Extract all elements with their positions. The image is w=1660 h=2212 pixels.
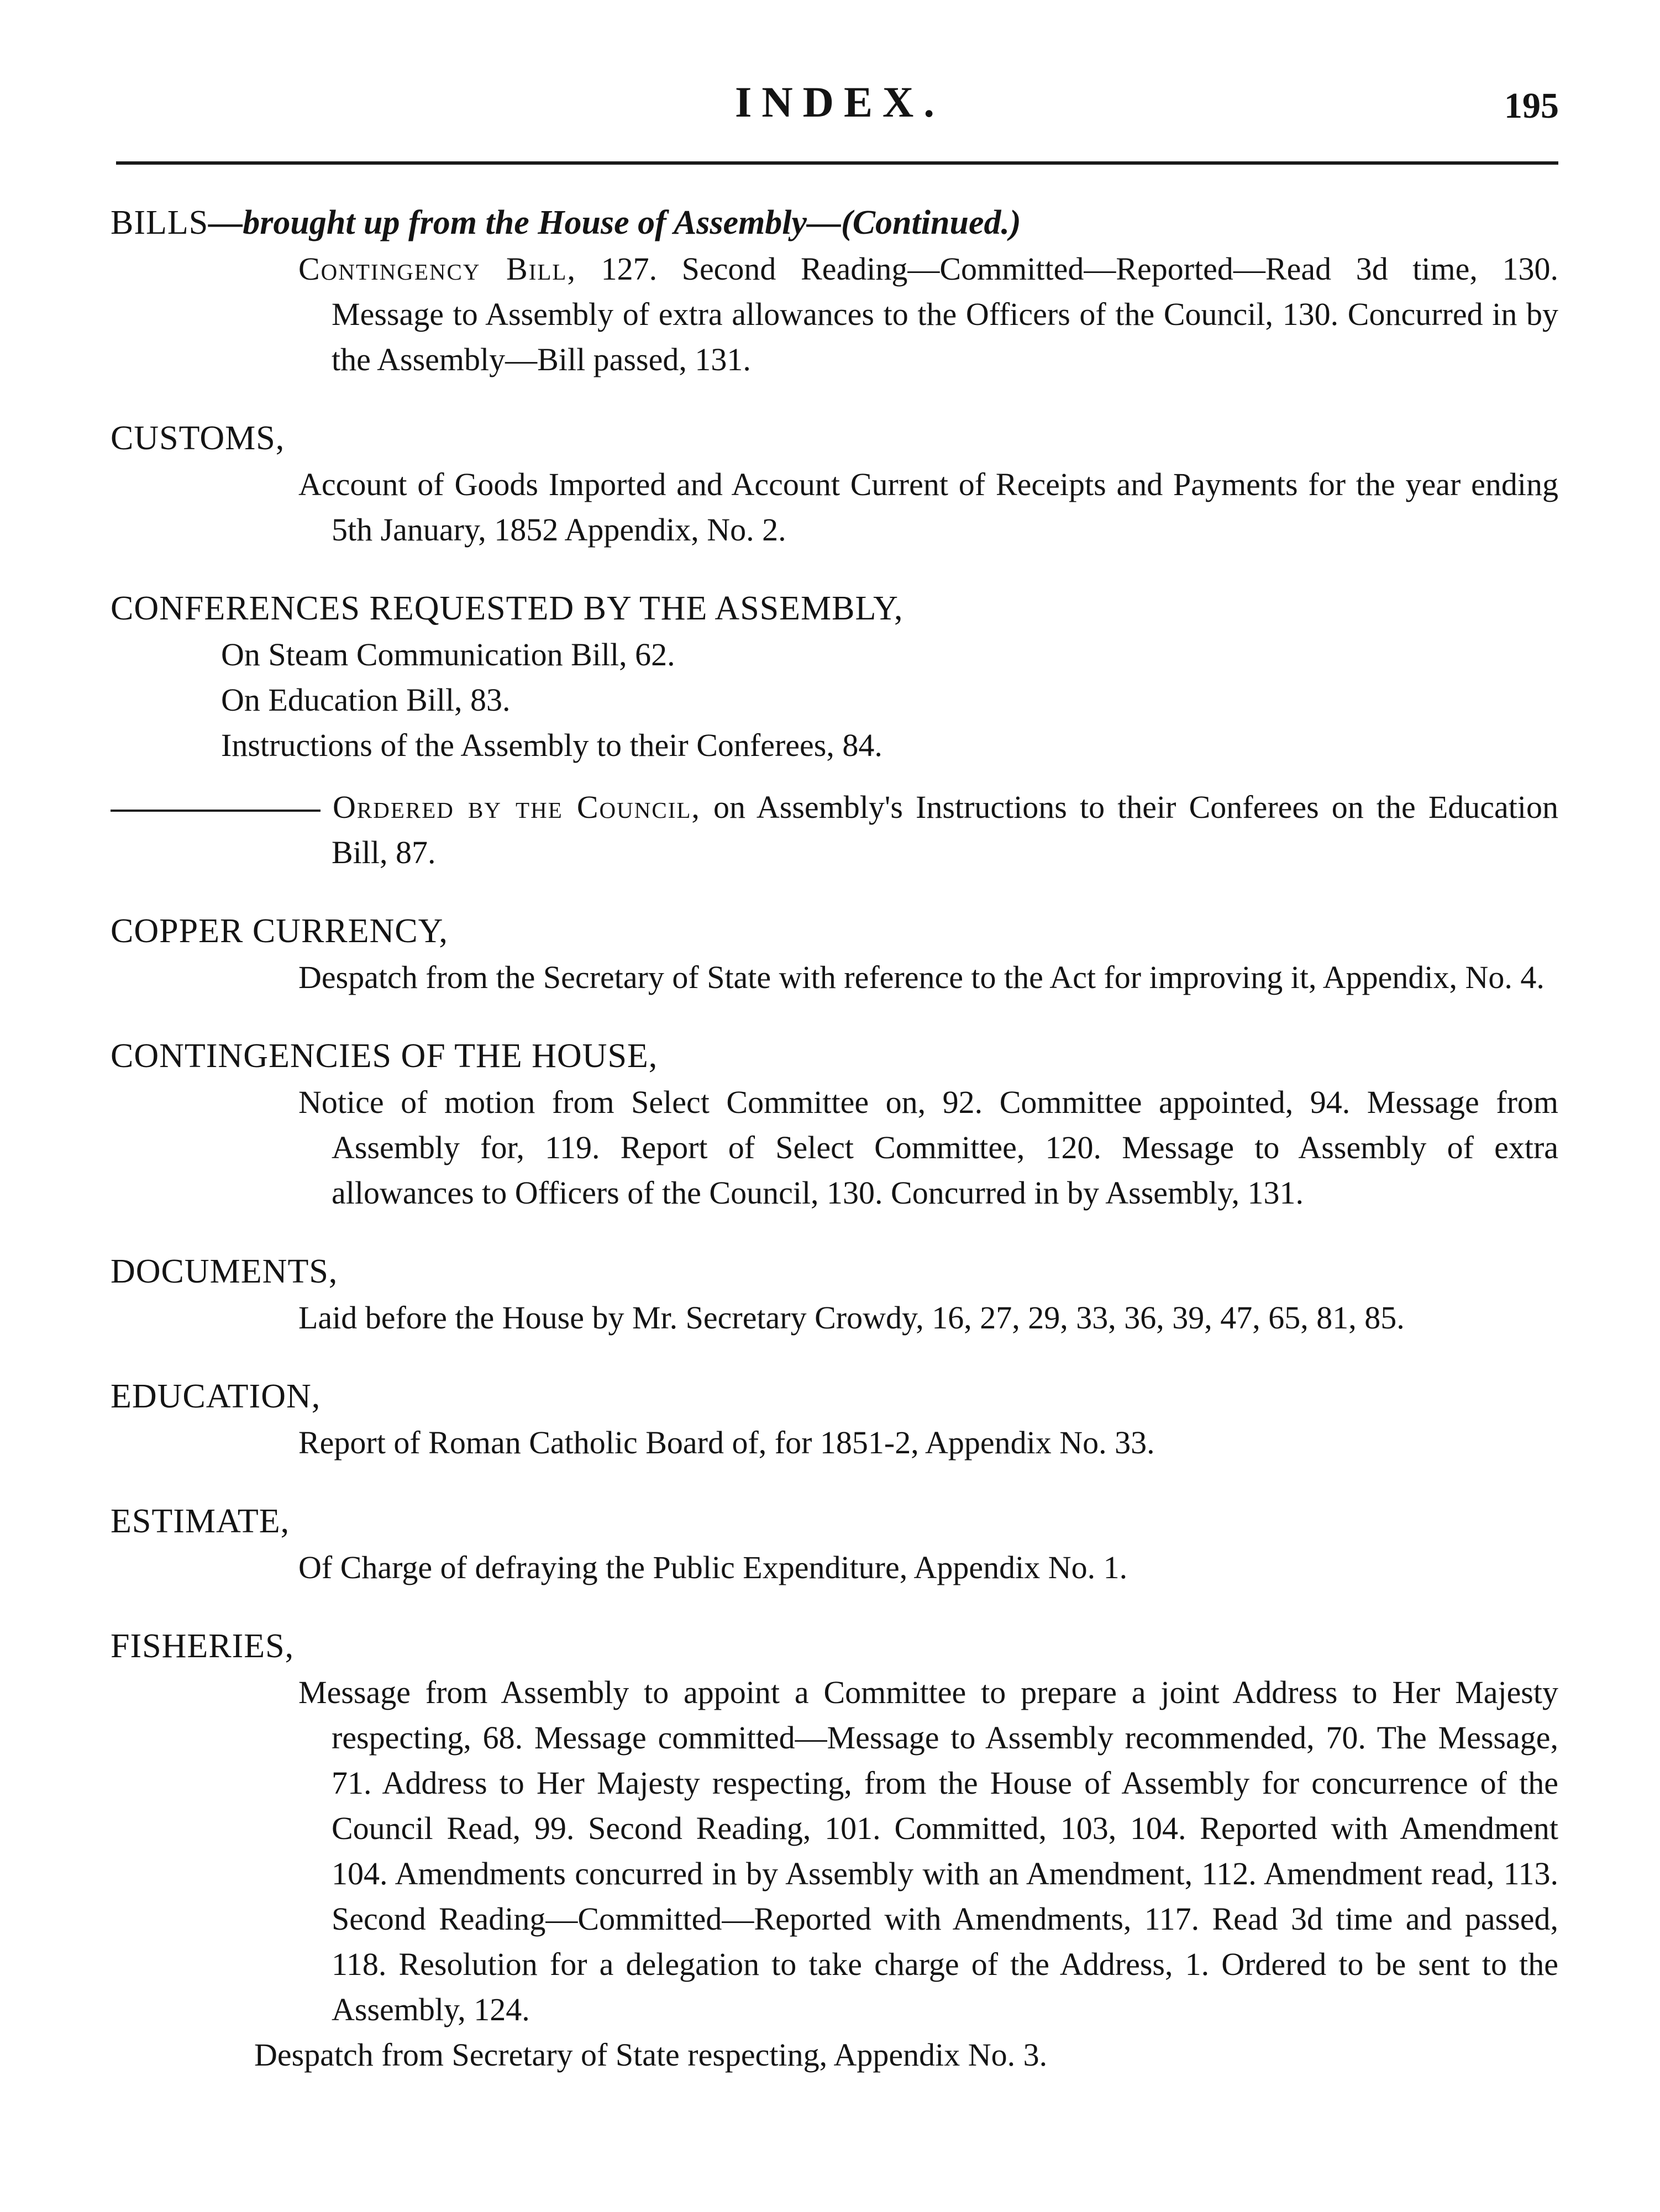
index-entry-customs [111, 414, 1558, 553]
index-entry-conferences [111, 585, 1558, 875]
entry-line: On Education Bill, 83. [221, 682, 511, 718]
index-entry-copper-currency [111, 907, 1558, 1000]
ordered-subentry [111, 785, 1558, 875]
entry-subtext: Report of Roman Catholic Board of, for 1851-2, Appendix No. 33. [298, 1425, 1155, 1460]
index-entry-education [111, 1373, 1558, 1465]
entry-heading: DOCUMENTS, [111, 1253, 338, 1290]
entry-heading: CUSTOMS, [111, 419, 285, 457]
index-entry-documents [111, 1248, 1558, 1341]
entry-heading: CONFERENCES REQUESTED BY THE ASSEMBLY, [111, 590, 903, 627]
sub-body: 127. Second Reading—Committed—Reported—Read 3d time, 130. Message to Assembly of extra allowances to the Officers of the Council, 130. Concurred in by the Assembly—Bill passed, 131. [332, 251, 1558, 377]
ditto-dash [111, 810, 321, 812]
entry-subtext [111, 246, 1558, 382]
entry-heading [111, 199, 1558, 246]
entry-line: On Steam Communication Bill, 62. [221, 637, 675, 672]
entry-subtext: Laid before the House by Mr. Secretary Crowdy, 16, 27, 29, 33, 36, 39, 47, 65, 81, 85. [298, 1300, 1405, 1336]
entry-subtext: Account of Goods Imported and Account Current of Receipts and Payments for the year ending 5th January, 1852 Appendix, No. 2. [298, 466, 1558, 548]
index-entry-bills [111, 199, 1558, 382]
entry-line: Despatch from Secretary of State respecting, Appendix No. 3. [254, 2037, 1048, 2073]
header-rule [116, 161, 1558, 165]
running-head: INDEX. [735, 78, 944, 126]
entry-heading: CONTINGENCIES OF THE HOUSE, [111, 1037, 658, 1075]
entry-subtext: Of Charge of defraying the Public Expenditure, Appendix No. 1. [298, 1549, 1128, 1585]
entry-subtext: Despatch from the Secretary of State with reference to the Act for improving it, Appendix, No. 4. [298, 959, 1545, 995]
index-entry-fisheries [111, 1622, 1558, 2078]
entry-heading: ESTIMATE, [111, 1502, 290, 1540]
heading-continuation: —brought up from the House of Assembly—(Continued.) [208, 204, 1021, 241]
sub-title: Ordered by the Council, [333, 789, 701, 825]
entry-line: Instructions of the Assembly to their Conferees, 84. [221, 727, 882, 763]
page-number: 195 [1504, 86, 1559, 126]
sub-body: on Assembly's Instructions to their Conferees on the Education Bill, 87. [332, 789, 1558, 870]
index-entry-estimate [111, 1498, 1558, 1590]
entry-subtext: Message from Assembly to appoint a Committee to prepare a joint Address to Her Majesty respecting, 68. Message committed—Message to Assembly recommended, 70. The Message, 71. Address to Her Majesty respecting, from the House of Assembly for concurrence of the Council Read, 99. Second Reading, 101. Committed, 103, 104. Reported with Amendment 104. Amendments concurred in by Assembly with an Amendment, 112. Amendment read, 113. Second Reading—Committed—Reported with Amendments, 117. Read 3d time and passed, 118. Resolution for a delegation to take charge of the Address, 1. Ordered to be sent to the Assembly, 124. [298, 1674, 1558, 2027]
index-entry-contingencies [111, 1032, 1558, 1216]
page-header [0, 77, 1660, 144]
entry-heading: COPPER CURRENCY, [111, 912, 448, 950]
heading-text: BILLS [111, 204, 209, 241]
entry-heading: FISHERIES, [111, 1627, 295, 1665]
entry-heading: EDUCATION, [111, 1378, 321, 1415]
index-content [111, 199, 1558, 2110]
sub-title: Contingency Bill, [298, 251, 576, 287]
entry-subtext: Notice of motion from Select Committee on, 92. Committee appointed, 94. Message from Assembly for, 119. Report of Select Committee, 120. Message to Assembly of extra allowances to Officers of the Council, 130. Concurred in by Assembly, 131. [298, 1084, 1558, 1211]
